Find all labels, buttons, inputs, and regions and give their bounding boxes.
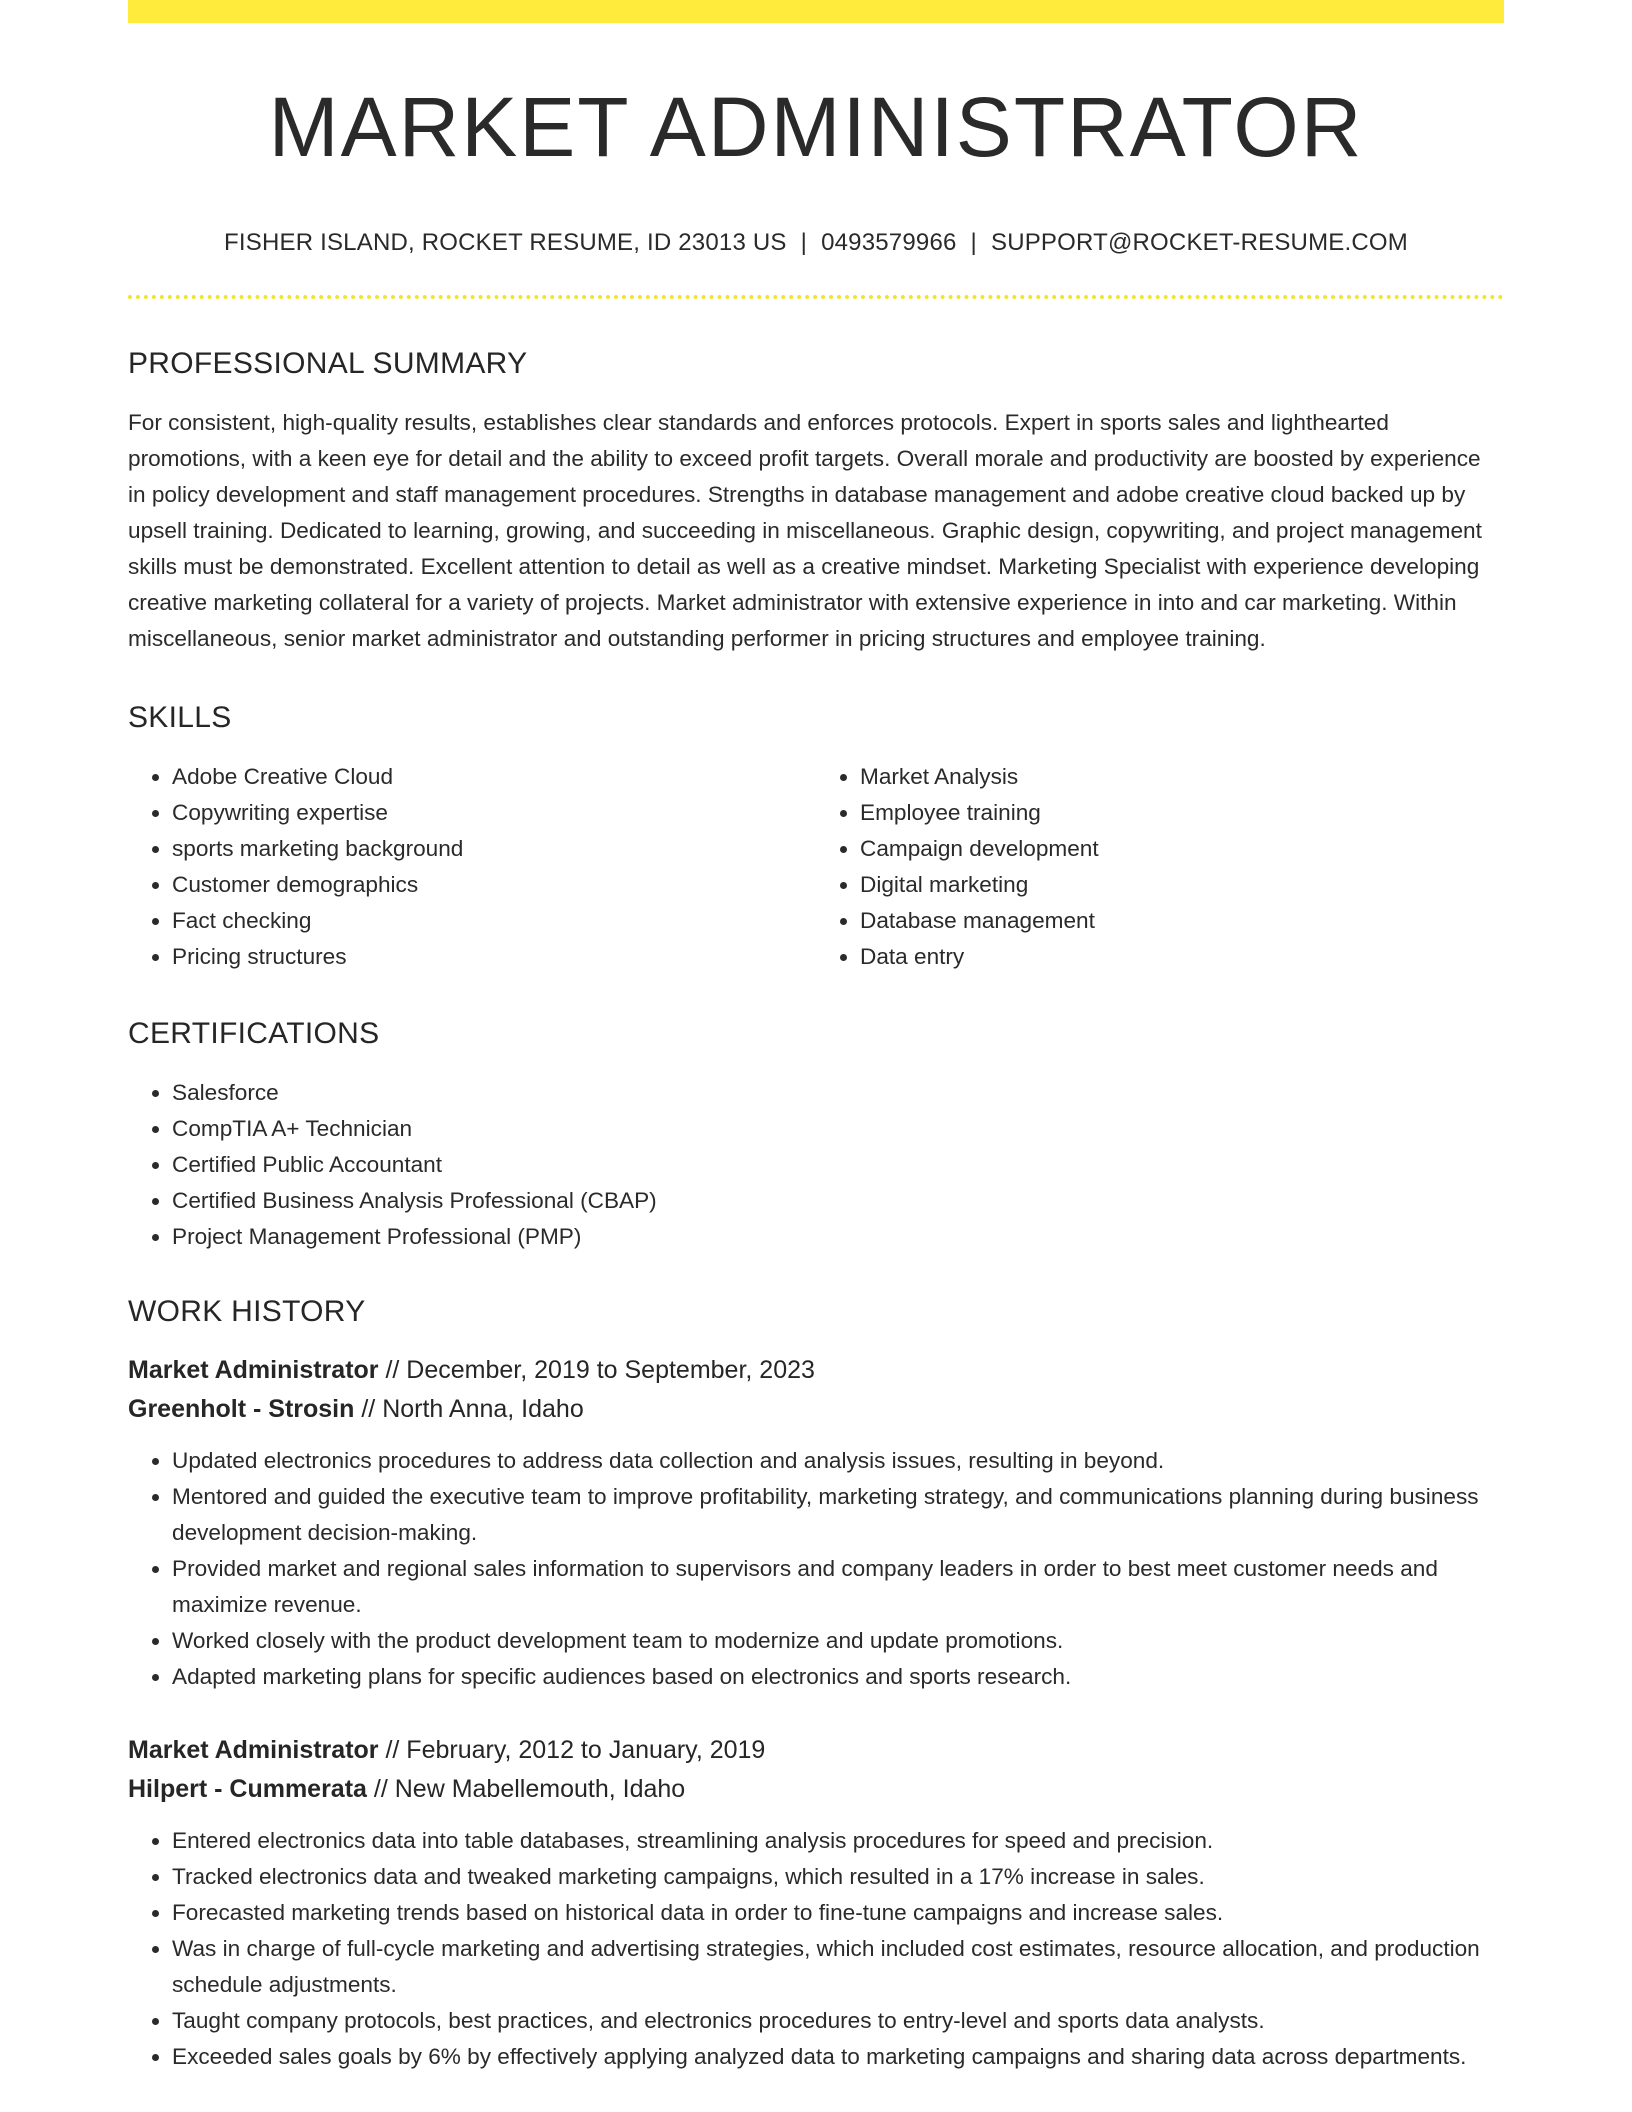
list-item: • Campaign development: [860, 831, 1504, 867]
header-divider: [128, 295, 1504, 299]
list-item: • Was in charge of full-cycle marketing and advertising strategies, which included cost estimates, resource allocation, and production schedule adjustments.: [172, 1931, 1504, 2003]
work-history-title: WORK HISTORY: [128, 1295, 366, 1328]
contact-phone[interactable]: 0493579966: [821, 229, 957, 256]
skills-list-left: [128, 759, 816, 975]
list-item: • Forecasted marketing trends based on historical data in order to fine-tune campaigns and increase sales.: [172, 1895, 1504, 1931]
list-item: • Market Analysis: [860, 759, 1504, 795]
job-entry: [128, 1351, 1504, 1695]
skills-list-right: [816, 759, 1504, 975]
job-role-line: [128, 1351, 1504, 1390]
list-item: • Customer demographics: [172, 867, 816, 903]
list-item: • Taught company protocols, best practices, and electronics procedures to entry-level and sports data analysts.: [172, 2003, 1504, 2039]
job-location: // North Anna, Idaho: [354, 1395, 584, 1423]
list-item: • Worked closely with the product development team to modernize and update promotions.: [172, 1623, 1504, 1659]
contact-separator: |: [800, 229, 808, 256]
job-company: Greenholt - Strosin: [128, 1395, 355, 1423]
list-item: • Copywriting expertise: [172, 795, 816, 831]
contact-email[interactable]: SUPPORT@ROCKET-RESUME.COM: [990, 229, 1408, 256]
contact-separator: |: [970, 229, 977, 256]
list-item: • Salesforce: [172, 1075, 1504, 1111]
job-role: Market Administrator: [128, 1736, 379, 1764]
list-item: • Database management: [860, 903, 1504, 939]
list-item: • Exceeded sales goals by 6% by effectively applying analyzed data to marketing campaigns and sharing data across departments.: [172, 2039, 1504, 2075]
skills-title: SKILLS: [128, 701, 232, 734]
job-location: // New Mabellemouth, Idaho: [366, 1775, 686, 1803]
summary-text: For consistent, high-quality results, establishes clear standards and enforces protocols. Expert in sports sales and lighthearted promotions, with a keen eye for detail and the ability to exceed profit targets. Overall morale and productivity are boosted by experience in policy development and staff management procedures. Strengths in database management and adobe creative cloud backed up by upsell training. Dedicated to learning, growing, and succeeding in miscellaneous. Graphic design, copywriting, and project management skills must be demonstrated. Excellent attention to detail as well as a creative mindset. Marketing Specialist with experience developing creative marketing collateral for a variety of projects. Market administrator with extensive experience in into and car marketing. Within miscellaneous, senior market administrator and outstanding performer in pricing structures and employee training.: [128, 410, 1482, 651]
list-item: • Adapted marketing plans for specific audiences based on electronics and sports research.: [172, 1659, 1504, 1695]
list-item: • sports marketing background: [172, 831, 816, 867]
job-company-line: [128, 1390, 1504, 1429]
summary-title: PROFESSIONAL SUMMARY: [128, 347, 528, 380]
job-bullets: [128, 1823, 1504, 2075]
certifications-title: CERTIFICATIONS: [128, 1017, 380, 1050]
list-item: • Project Management Professional (PMP): [172, 1219, 1504, 1255]
job-bullets: [128, 1443, 1504, 1695]
job-role-line: [128, 1731, 1504, 1770]
list-item: • Tracked electronics data and tweaked marketing campaigns, which resulted in a 17% increase in sales.: [172, 1859, 1504, 1895]
list-item: • Provided market and regional sales information to supervisors and company leaders in order to best meet customer needs and maximize revenue.: [172, 1551, 1504, 1623]
job-dates: // February, 2012 to January, 2019: [378, 1736, 766, 1764]
skills-columns: [128, 759, 1504, 975]
contact-address: FISHER ISLAND, ROCKET RESUME, ID 23013 US: [224, 229, 787, 256]
job-company: Hilpert - Cummerata: [128, 1775, 367, 1803]
list-item: • Mentored and guided the executive team to improve profitability, marketing strategy, and communications planning during business development decision-making.: [172, 1479, 1504, 1551]
resume-name: MARKET ADMINISTRATOR: [268, 80, 1364, 174]
list-item: • Certified Business Analysis Professional (CBAP): [172, 1183, 1504, 1219]
list-item: • CompTIA A+ Technician: [172, 1111, 1504, 1147]
list-item: • Digital marketing: [860, 867, 1504, 903]
job-dates: // December, 2019 to September, 2023: [378, 1356, 815, 1384]
contact-line: [128, 229, 1504, 257]
list-item: • Updated electronics procedures to address data collection and analysis issues, resulting in beyond.: [172, 1443, 1504, 1479]
list-item: • Employee training: [860, 795, 1504, 831]
job-company-line: [128, 1770, 1504, 1809]
list-item: • Fact checking: [172, 903, 816, 939]
list-item: • Entered electronics data into table databases, streamlining analysis procedures for speed and precision.: [172, 1823, 1504, 1859]
top-accent-bar: [128, 0, 1504, 23]
certifications-list: [128, 1075, 1504, 1255]
list-item: • Pricing structures: [172, 939, 816, 975]
job-entry: [128, 1731, 1504, 2075]
job-role: Market Administrator: [128, 1356, 379, 1384]
list-item: • Adobe Creative Cloud: [172, 759, 816, 795]
resume-page: [128, 0, 1504, 2075]
list-item: • Data entry: [860, 939, 1504, 975]
list-item: • Certified Public Accountant: [172, 1147, 1504, 1183]
